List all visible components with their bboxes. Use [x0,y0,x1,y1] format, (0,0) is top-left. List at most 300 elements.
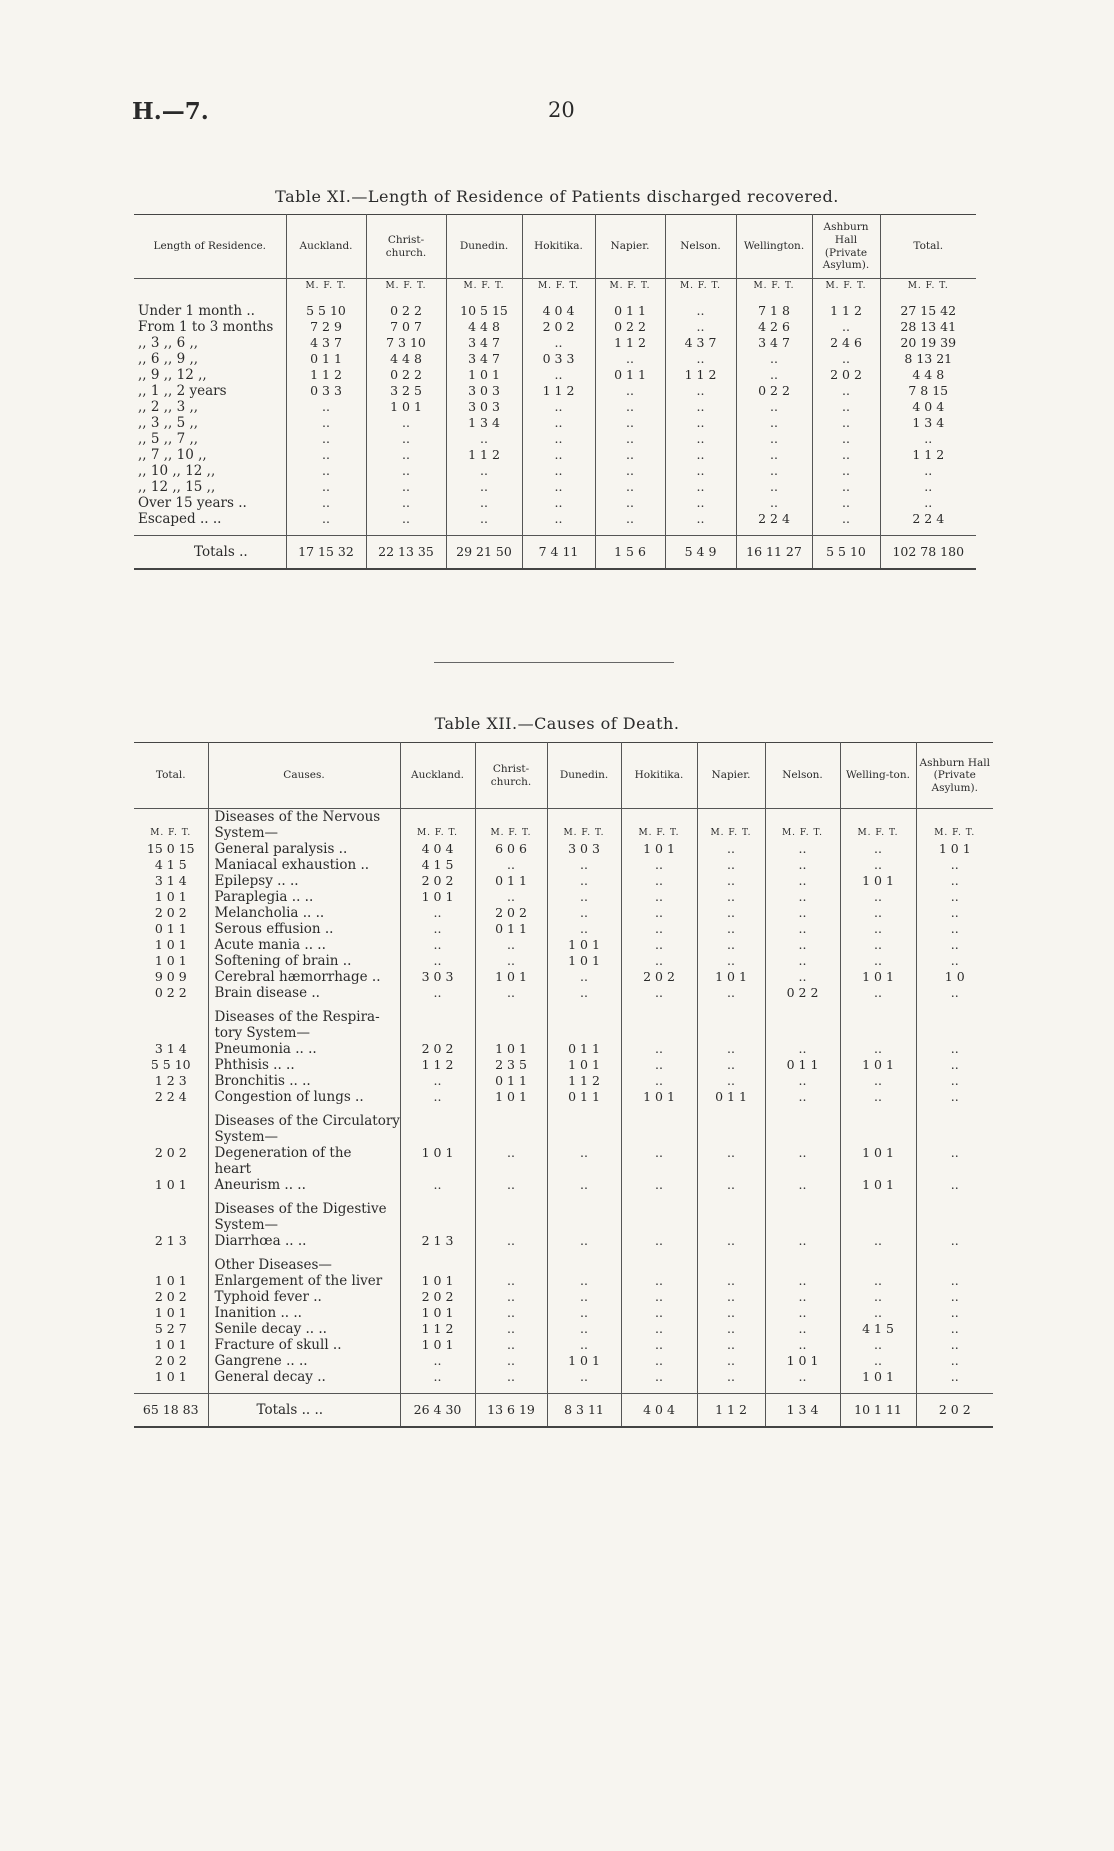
spacer [698,1113,765,1129]
spacer [841,1105,916,1113]
cell-value: 4 1 5 [421,857,454,872]
spacer [548,1385,621,1393]
spacer [622,809,697,825]
group-heading: Other Diseases— [214,1257,332,1273]
cell-value: .. [874,1041,882,1056]
spacer [523,527,595,535]
cell-value: .. [580,1233,588,1248]
cell-value: .. [798,1073,807,1088]
mft-heading: M. F. T. [385,281,427,291]
row-total: 1 2 3 [154,1073,187,1088]
cell-value: .. [950,1041,959,1056]
cell-value: .. [507,953,515,968]
spacer [622,1249,697,1257]
cell-value: .. [727,1177,735,1192]
total-hokitika: 4 0 4 [643,1402,675,1417]
cell-value: 3 0 3 [568,841,600,856]
spacer [548,1129,621,1145]
cell-value: .. [655,1353,663,1368]
cell-value: .. [626,447,634,462]
spacer [622,1161,697,1177]
cell-value: .. [770,367,778,382]
cell-value: .. [798,1289,807,1304]
mft-heading: M. F. T. [305,281,347,291]
cell-value: .. [727,905,735,920]
totals-cell [916,1394,993,1428]
cell-value: .. [507,889,515,904]
row-total: 0 2 2 [154,985,187,1000]
spacer [476,1105,547,1113]
dunedin-values [547,809,621,1394]
cell-value: .. [655,1369,663,1384]
cell-value: .. [727,953,735,968]
cell-value: .. [433,1369,442,1384]
cell-value: .. [696,447,705,462]
spacer [917,1161,994,1177]
cause-label: General paralysis .. [214,841,348,857]
cell-value: .. [402,511,410,526]
col-hokitika: Hokitika. [621,743,697,809]
spacer [813,527,880,535]
totals-cell [366,536,446,570]
cell-value: .. [433,921,442,936]
spacer [737,527,812,535]
cell-value: .. [507,1353,515,1368]
cause-label: Senile decay .. .. [214,1321,327,1337]
totals-cell [400,1394,475,1428]
totals-cell [812,536,880,570]
cell-value: .. [580,857,588,872]
group-heading: Diseases of the Respira- [214,1009,380,1025]
residence-label: ,, 2 ,, 3 ,, [138,399,199,415]
cell-value: .. [950,1369,959,1384]
cell-value: .. [655,905,663,920]
cell-value: .. [950,1145,959,1160]
cell-value: 7 8 15 [908,383,949,398]
cell-value: .. [626,495,634,510]
cell-value: .. [580,1289,588,1304]
cell-value: .. [655,857,663,872]
spacer [766,1385,840,1393]
cell-value: .. [770,399,778,414]
cause-label: Serous effusion .. [214,921,334,937]
cell-value: .. [924,463,933,478]
spacer [622,1201,697,1217]
cell-value: .. [727,1273,735,1288]
col-total: Total. [880,215,976,279]
cell-value: 2 3 5 [495,1057,527,1072]
totals-label: Totals .. [194,544,248,560]
cell-value: 1 0 1 [862,873,894,888]
cell-value: .. [798,1041,807,1056]
row-total: 1 0 1 [154,1273,187,1288]
cell-value: .. [798,857,807,872]
cell-value: .. [770,415,778,430]
ashburn-hall-values [916,809,993,1394]
cell-value: 0 1 1 [715,1089,747,1104]
cell-value: .. [950,1089,959,1104]
total-ashburn-hall: 5 5 10 [826,544,866,559]
spacer [766,1129,840,1145]
cell-value: .. [798,1089,807,1104]
cell-value: .. [696,463,705,478]
cell-value: 4 4 8 [912,367,945,382]
cell-value: .. [655,1337,663,1352]
cell-value: .. [727,1289,735,1304]
cell-value: .. [433,1073,442,1088]
mft-heading: M. F. T. [463,281,505,291]
cell-value: .. [554,511,563,526]
cell-value: .. [696,511,705,526]
cell-value: .. [433,985,442,1000]
cell-value: .. [950,905,959,920]
row-total: 2 2 4 [154,1089,187,1104]
cell-value: .. [322,479,330,494]
totals-cell [697,1394,765,1428]
spacer [401,1105,475,1113]
cell-value: .. [580,873,588,888]
cell-value: 0 1 1 [495,873,527,888]
spacer [622,1129,697,1145]
cell-value: 1 0 1 [421,1337,454,1352]
residence-label: ,, 3 ,, 6 ,, [138,335,199,351]
cell-value: 0 2 2 [390,367,422,382]
cell-value: .. [554,463,563,478]
spacer [476,1129,547,1145]
col-nelson: Nelson. [765,743,840,809]
page-identifier: H.—7. [132,98,209,125]
cell-value: .. [507,1321,515,1336]
spacer [766,1009,840,1025]
cell-value: 1 1 2 [568,1073,600,1088]
cell-value: 1 1 2 [421,1321,454,1336]
cell-value: .. [874,937,882,952]
cell-value: .. [322,511,330,526]
cell-value: .. [507,1145,515,1160]
cell-value: .. [798,905,807,920]
grand-total-cell [134,1394,208,1428]
cell-value: 1 0 1 [390,399,422,414]
row-total: 2 0 2 [154,1353,187,1368]
cell-value: 5 5 10 [306,303,346,318]
cell-value: .. [507,937,515,952]
totals-cell [547,1394,621,1428]
residence-label: Over 15 years .. [138,495,247,511]
cell-value: 1 0 1 [568,1353,600,1368]
cell-value: .. [507,857,515,872]
cell-value: 8 13 21 [904,351,953,366]
cell-value: .. [626,479,634,494]
residence-label: ,, 3 ,, 5 ,, [138,415,199,431]
col-total: Total. [134,743,208,809]
spacer [476,1201,547,1217]
spacer [134,1257,208,1273]
residence-label: ,, 6 ,, 9 ,, [138,351,199,367]
spacer [134,1161,208,1177]
cell-value: .. [798,1233,807,1248]
spacer [841,1257,916,1273]
total-auckland: 17 15 32 [298,544,354,559]
cell-value: .. [798,937,807,952]
cell-value: .. [554,431,563,446]
napier-values [697,809,765,1394]
cell-value: .. [842,383,850,398]
spacer [287,527,366,535]
cell-value: 0 3 3 [542,351,575,366]
spacer [596,527,665,535]
cell-value: .. [626,511,634,526]
cell-value: .. [798,921,807,936]
residence-label: ,, 9 ,, 12 ,, [138,367,207,383]
cell-value: 1 1 2 [468,447,500,462]
spacer [401,1249,475,1257]
cell-value: .. [580,889,588,904]
spacer [698,1217,765,1233]
cell-value: .. [874,1233,882,1248]
christchurch-values [366,279,446,536]
cell-value: 0 1 1 [614,367,646,382]
cell-value: 2 2 4 [758,511,790,526]
cell-value: 1 0 1 [862,1145,894,1160]
cell-value: 0 3 3 [310,383,342,398]
cell-value: 4 2 6 [758,319,790,334]
cell-value: .. [402,495,410,510]
cell-value: .. [950,921,959,936]
cell-value: 2 0 2 [421,1289,454,1304]
spacer [841,1001,916,1009]
cell-value: 0 2 2 [758,383,790,398]
mft-heading: M. F. T. [150,828,192,838]
spacer [596,293,665,303]
cell-value: .. [874,1289,882,1304]
cell-value: .. [322,431,330,446]
spacer [476,1009,547,1025]
cause-label: Aneurism .. .. [214,1177,306,1193]
cell-value: .. [950,1073,959,1088]
mft-heading: M. F. T. [679,281,722,291]
spacer [813,293,880,303]
cell-value: .. [322,495,330,510]
cause-label: Pneumonia .. .. [214,1041,317,1057]
cell-value: 1 0 1 [495,969,527,984]
spacer [698,1105,765,1113]
spacer [881,293,977,303]
spacer [401,809,475,825]
total-wellington: 16 11 27 [746,544,802,559]
spacer [548,1001,621,1009]
ashburn-hall-values [812,279,880,536]
cell-value: .. [798,1305,807,1320]
totals-cell [665,536,736,570]
cell-value: .. [626,431,634,446]
col-dunedin: Dunedin. [547,743,621,809]
cell-value: .. [580,1177,588,1192]
cell-value: .. [655,1057,663,1072]
spacer [622,1009,697,1025]
spacer [698,1257,765,1273]
cell-value: 2 1 3 [421,1233,454,1248]
cell-value: .. [842,431,850,446]
auckland-values [400,809,475,1394]
cell-value: 2 0 2 [830,367,862,382]
cell-value: .. [696,479,705,494]
cell-value: .. [950,1305,959,1320]
cell-value: .. [626,351,634,366]
spacer [523,293,595,303]
cell-value: .. [727,1145,735,1160]
spacer [766,1113,840,1129]
cell-value: 0 1 1 [786,1057,819,1072]
spacer [209,1249,400,1257]
spacer [622,1257,697,1273]
row-total: 1 0 1 [154,1177,187,1192]
spacer [548,1009,621,1025]
cell-value: 2 0 2 [421,873,454,888]
spacer [917,1025,994,1041]
cause-label: Inanition .. .. [214,1305,302,1321]
totals-cell [621,1394,697,1428]
spacer [548,1257,621,1273]
row-total: 5 5 10 [150,1057,191,1072]
spacer [917,1193,994,1201]
cell-value: .. [727,921,735,936]
cell-value: .. [727,1057,735,1072]
spacer [134,1009,208,1025]
spacer [917,1009,994,1025]
totals-label-cell [208,1394,400,1428]
col-hokitika: Hokitika. [522,215,595,279]
page-number: 20 [548,98,575,122]
spacer [917,1217,994,1233]
napier-values [595,279,665,536]
cause-label: Softening of brain .. [214,953,352,969]
cell-value: 0 1 1 [495,921,527,936]
cause-label: Cerebral hæmorrhage .. [214,969,381,985]
cell-value: 1 0 1 [862,1177,894,1192]
total-values [880,279,976,536]
cell-value: 2 0 2 [542,319,575,334]
cell-value: .. [924,431,933,446]
cause-labels [208,809,400,1394]
cause-label: Paraplegia .. .. [214,889,314,905]
mft-heading: M. F. T. [609,281,651,291]
cell-value: 7 2 9 [310,319,342,334]
totals-cell [595,536,665,570]
totals-cell [880,536,976,570]
cell-value: .. [480,511,488,526]
spacer [841,1129,916,1145]
spacer [766,1249,840,1257]
spacer [476,1249,547,1257]
cell-value: 4 4 8 [468,319,500,334]
total-christchurch: 13 6 19 [487,1402,535,1417]
cell-value: 1 0 1 [468,367,500,382]
group-heading: System— [214,825,279,841]
cell-value: 2 0 2 [421,1041,454,1056]
cell-value: .. [402,463,410,478]
cell-value: .. [655,985,663,1000]
spacer [698,1249,765,1257]
spacer [401,1201,475,1217]
cell-value: 1 0 1 [421,1145,454,1160]
cell-value: .. [874,985,882,1000]
spacer [766,1161,840,1177]
spacer [698,1161,765,1177]
spacer [841,1113,916,1129]
cause-label: Fracture of skull .. [214,1337,342,1353]
total-nelson: 1 3 4 [786,1402,819,1417]
cell-value: .. [507,1273,515,1288]
cause-label: Diarrhœa .. .. [214,1233,307,1249]
cause-label: General decay .. [214,1369,326,1385]
table-12-causes-of-death [134,742,993,1428]
cell-value: .. [770,495,778,510]
row-total: 1 0 1 [154,937,187,952]
cell-value: .. [950,1321,959,1336]
spacer [134,527,286,535]
cell-value: 3 0 3 [468,399,500,414]
spacer [622,1025,697,1041]
cause-label: Maniacal exhaustion .. [214,857,370,873]
cell-value: .. [798,1145,807,1160]
cell-value: 4 1 5 [862,1321,894,1336]
cell-value: .. [950,857,959,872]
cell-value: .. [770,431,778,446]
cell-value: .. [727,1073,735,1088]
total-dunedin: 8 3 11 [564,1402,604,1417]
residence-labels [134,279,286,536]
col-nelson: Nelson. [665,215,736,279]
totals-cell [446,536,522,570]
wellington-values [736,279,812,536]
mft-heading: M. F. T. [857,828,899,838]
cell-value: 0 1 1 [614,303,646,318]
group-heading: tory System— [214,1025,310,1041]
row-total: 2 0 2 [154,905,187,920]
cell-value: 3 4 7 [468,351,500,366]
cell-value: .. [874,1073,882,1088]
spacer [766,1105,840,1113]
spacer [134,279,286,293]
cell-value: .. [798,1321,807,1336]
residence-label: ,, 10 ,, 12 ,, [138,463,216,479]
spacer [476,1193,547,1201]
cell-value: .. [770,447,778,462]
cell-value: .. [842,479,850,494]
cell-value: .. [554,335,563,350]
cell-value: 1 1 2 [830,303,862,318]
cell-value: 6 0 6 [495,841,527,856]
row-total: 2 1 3 [154,1233,187,1248]
cell-value: .. [727,1305,735,1320]
cell-value: .. [950,937,959,952]
spacer [766,1257,840,1273]
spacer [367,527,446,535]
cell-value: 2 0 2 [495,905,527,920]
cell-value: .. [842,463,850,478]
cell-value: .. [655,1289,663,1304]
cell-value: 3 4 7 [758,335,790,350]
cell-value: .. [696,383,705,398]
cell-value: .. [727,1369,735,1384]
spacer [287,293,366,303]
cell-value: .. [727,1321,735,1336]
cell-value: 0 2 2 [786,985,819,1000]
cell-value: .. [580,1305,588,1320]
mft-heading: M. F. T. [416,828,459,838]
cell-value: .. [433,905,442,920]
spacer [766,1025,840,1041]
